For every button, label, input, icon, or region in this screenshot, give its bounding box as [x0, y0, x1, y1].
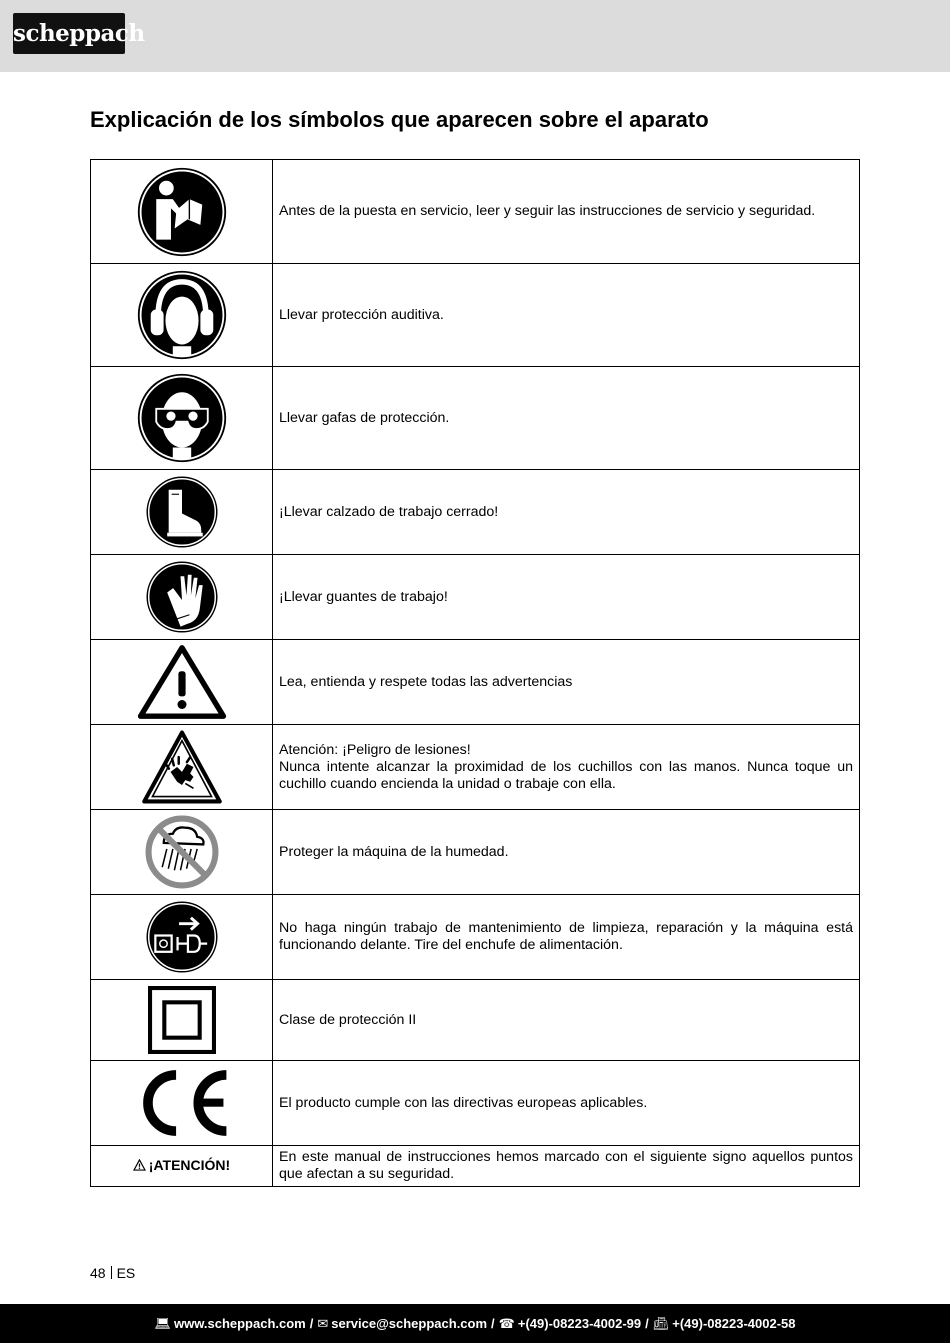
separator-slash: /	[645, 1316, 649, 1331]
description-cell	[273, 1061, 860, 1146]
symbol-cell	[91, 980, 273, 1061]
website-link[interactable]: www.scheppach.com	[174, 1316, 306, 1331]
ear-protection-icon	[136, 269, 228, 361]
description-cell	[273, 895, 860, 980]
table-row	[91, 367, 860, 470]
symbol-cell	[91, 1146, 273, 1187]
symbol-cell	[91, 725, 273, 810]
description-cell	[273, 160, 860, 264]
header-band	[0, 0, 950, 72]
description-cell	[273, 640, 860, 725]
phone-number[interactable]: +(49)-08223-4002-99	[517, 1316, 642, 1331]
safety-boots-icon	[145, 475, 219, 549]
description-cell	[273, 725, 860, 810]
ce-mark-icon	[130, 1066, 234, 1140]
atencion-text: ¡ATENCIÓN!	[148, 1157, 231, 1173]
description-cell	[273, 555, 860, 640]
language-code: ES	[116, 1265, 136, 1281]
table-row	[91, 1146, 860, 1187]
safety-gloves-icon	[145, 560, 219, 634]
fax-icon: 📠︎	[652, 1316, 670, 1331]
description-cell	[273, 1146, 860, 1187]
table-row	[91, 810, 860, 895]
no-rain-icon	[144, 814, 220, 890]
description-cell	[273, 810, 860, 895]
read-manual-icon	[136, 166, 228, 258]
row-text: No haga ningún trabajo de mantenimiento de limpieza, reparación y la máquina está funcionando delante. Tire del enchufe de alimentación.	[279, 920, 853, 953]
row-text: Lea, entienda y respete todas las advertencias	[279, 673, 573, 690]
row-text: ¡Llevar calzado de trabajo cerrado!	[279, 503, 499, 520]
page-number-value: 48	[90, 1265, 106, 1281]
symbol-cell	[91, 470, 273, 555]
table-row	[91, 264, 860, 367]
fax-number: +(49)-08223-4002-58	[672, 1316, 796, 1331]
table-row	[91, 640, 860, 725]
general-warning-icon	[137, 644, 227, 720]
table-row	[91, 1061, 860, 1146]
unplug-icon	[145, 900, 219, 974]
symbol-cell	[91, 810, 273, 895]
row-text: Proteger la máquina de la humedad.	[279, 843, 509, 860]
mail-icon: ✉︎	[317, 1316, 329, 1331]
symbol-cell	[91, 160, 273, 264]
page-separator	[111, 1266, 112, 1279]
row-text: Antes de la puesta en servicio, leer y seguir las instrucciones de servicio y seguridad.	[279, 203, 816, 219]
table-row	[91, 980, 860, 1061]
row-text: El producto cumple con las directivas europeas aplicables.	[279, 1094, 648, 1111]
atencion-label	[133, 1157, 230, 1173]
computer-icon: 💻︎	[154, 1316, 172, 1331]
row-text: ¡Llevar guantes de trabajo!	[279, 588, 448, 605]
row-text-line-1: Atención: ¡Peligro de lesiones!	[279, 741, 471, 758]
description-cell	[273, 367, 860, 470]
email-link[interactable]: service@scheppach.com	[331, 1316, 488, 1331]
table-row	[91, 725, 860, 810]
table-row	[91, 470, 860, 555]
description-cell	[273, 980, 860, 1061]
symbol-cell	[91, 640, 273, 725]
table-row	[91, 895, 860, 980]
row-text: Clase de protección II	[279, 1011, 417, 1028]
eye-protection-icon	[136, 372, 228, 464]
separator-slash: /	[491, 1316, 495, 1331]
separator-slash: /	[309, 1316, 314, 1331]
row-text: En este manual de instrucciones hemos marcado con el siguiente signo aquellos puntos que afectan a su seguridad.	[279, 1149, 853, 1182]
row-text: Llevar gafas de protección.	[279, 409, 450, 426]
symbol-cell	[91, 1061, 273, 1146]
row-text-line-2: Nunca intente alcanzar la proximidad de los cuchillos con las manos. Nunca toque un cuchillo cuando encienda la unidad o trabaje con ella.	[279, 758, 853, 792]
phone-icon: ☎︎	[498, 1316, 515, 1331]
symbols-table	[90, 159, 860, 1187]
page-number	[90, 1265, 135, 1281]
warning-triangle-icon	[133, 1159, 146, 1171]
symbol-cell	[91, 555, 273, 640]
table-row	[91, 555, 860, 640]
symbol-cell	[91, 895, 273, 980]
hand-injury-warning-icon	[141, 729, 223, 805]
page-title: Explicación de los símbolos que aparecen sobre el aparato	[90, 107, 709, 132]
description-cell	[273, 470, 860, 555]
footer-contact-bar	[0, 1304, 950, 1343]
symbol-cell	[91, 367, 273, 470]
symbol-cell	[91, 264, 273, 367]
row-text: Llevar protección auditiva.	[279, 306, 444, 323]
table-row	[91, 160, 860, 264]
brand-logo[interactable]: scheppach	[13, 13, 125, 54]
description-cell	[273, 264, 860, 367]
protection-class-2-icon	[148, 986, 216, 1054]
